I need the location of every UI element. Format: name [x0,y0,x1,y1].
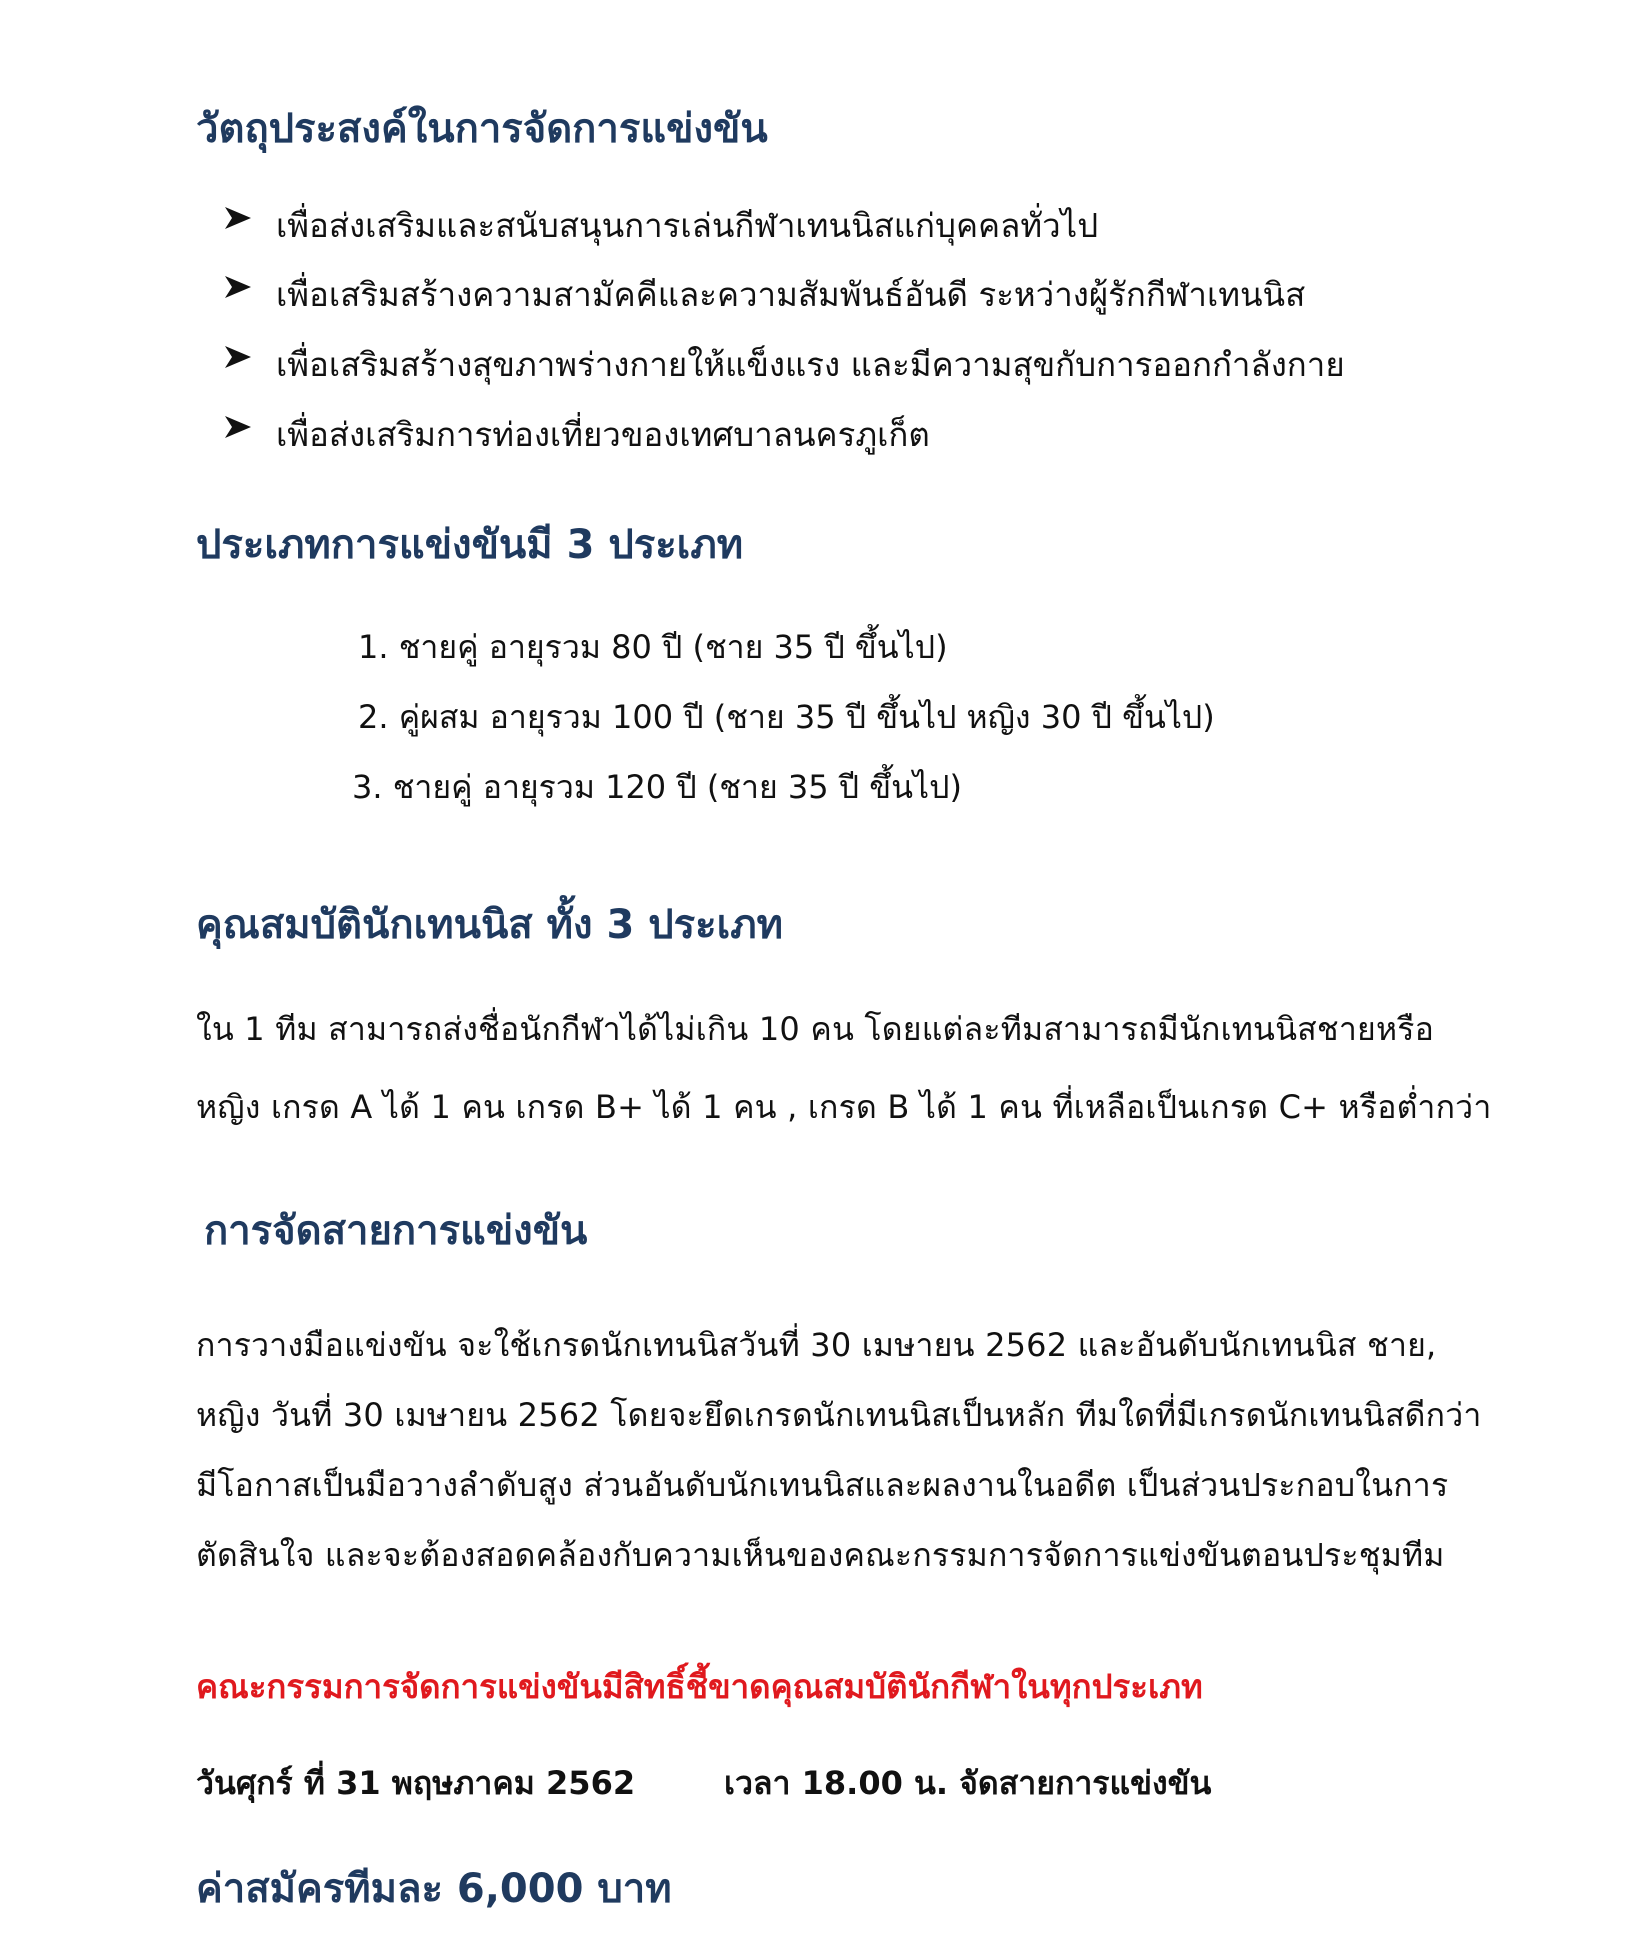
committee-notice: คณะกรรมการจัดการแข่งขันมีสิทธิ์ชี้ขาดคุณสมบัตินักกีฬาในทุกประเภท [196,1667,1203,1706]
arrow-bullet-icon [224,274,252,300]
objective-item [224,199,1424,243]
arrow-bullet-icon [224,344,252,370]
category-item: 3. ชายคู่ อายุรวม 120 ปี (ชาย 35 ปี ขึ้นไป) [352,768,962,806]
objective-text: เพื่อส่งเสริมและสนับสนุนการเล่นกีฬาเทนนิสแก่บุคคลทั่วไป [276,206,1099,245]
schedule-date: วันศุกร์ ที่ 31 พฤษภาคม 2562 [196,1764,636,1802]
objective-item [224,408,1424,452]
seeding-line: มีโอกาสเป็นมือวางลำดับสูง ส่วนอันดับนักเทนนิสและผลงานในอดีต เป็นส่วนประกอบในการ [196,1466,1449,1504]
arrow-bullet-icon [224,205,252,231]
qualification-line: ใน 1 ทีม สามารถส่งชื่อนักกีฬาได้ไม่เกิน 10 คน โดยแต่ละทีมสามารถมีนักเทนนิสชายหรือ [196,1010,1435,1048]
category-item: 1. ชายคู่ อายุรวม 80 ปี (ชาย 35 ปี ขึ้นไป) [358,628,948,666]
objective-text: เพื่อเสริมสร้างสุขภาพร่างกายให้แข็งแรง และมีความสุขกับการออกกำลังกาย [276,345,1345,384]
arrow-bullet-icon [224,414,252,440]
seeding-line: การวางมือแข่งขัน จะใช้เกรดนักเทนนิสวันที่ 30 เมษายน 2562 และอันดับนักเทนนิส ชาย, [196,1326,1437,1364]
seeding-heading: การจัดสายการแข่งขัน [204,1208,588,1254]
category-item: 2. คู่ผสม อายุรวม 100 ปี (ชาย 35 ปี ขึ้นไป หญิง 30 ปี ขึ้นไป) [358,698,1215,736]
schedule-time: เวลา 18.00 น. จัดสายการแข่งขัน [724,1764,1212,1802]
objectives-heading: วัตถุประสงค์ในการจัดการแข่งขัน [196,106,768,152]
seeding-line: ตัดสินใจ และจะต้องสอดคล้องกับความเห็นของคณะกรรมการจัดการแข่งขันตอนประชุมทีม [196,1536,1445,1574]
qualifications-heading: คุณสมบัตินักเทนนิส ทั้ง 3 ประเภท [196,902,783,948]
objective-text: เพื่อเสริมสร้างความสามัคคีและความสัมพันธ์อันดี ระหว่างผู้รักกีฬาเทนนิส [276,275,1306,314]
objective-text: เพื่อส่งเสริมการท่องเที่ยวของเทศบาลนครภูเก็ต [276,415,930,454]
categories-heading: ประเภทการแข่งขันมี 3 ประเภท [196,522,744,568]
registration-fee: ค่าสมัครทีมละ 6,000 บาท [196,1866,672,1912]
qualification-line: หญิง เกรด A ได้ 1 คน เกรด B+ ได้ 1 คน , เกรด B ได้ 1 คน ที่เหลือเป็นเกรด C+ หรือต่ำกว่า [196,1088,1492,1126]
seeding-line: หญิง วันที่ 30 เมษายน 2562 โดยจะยึดเกรดนักเทนนิสเป็นหลัก ทีมใดที่มีเกรดนักเทนนิสดีกว่า [196,1396,1482,1434]
objective-item [224,268,1424,312]
objective-item [224,338,1424,382]
